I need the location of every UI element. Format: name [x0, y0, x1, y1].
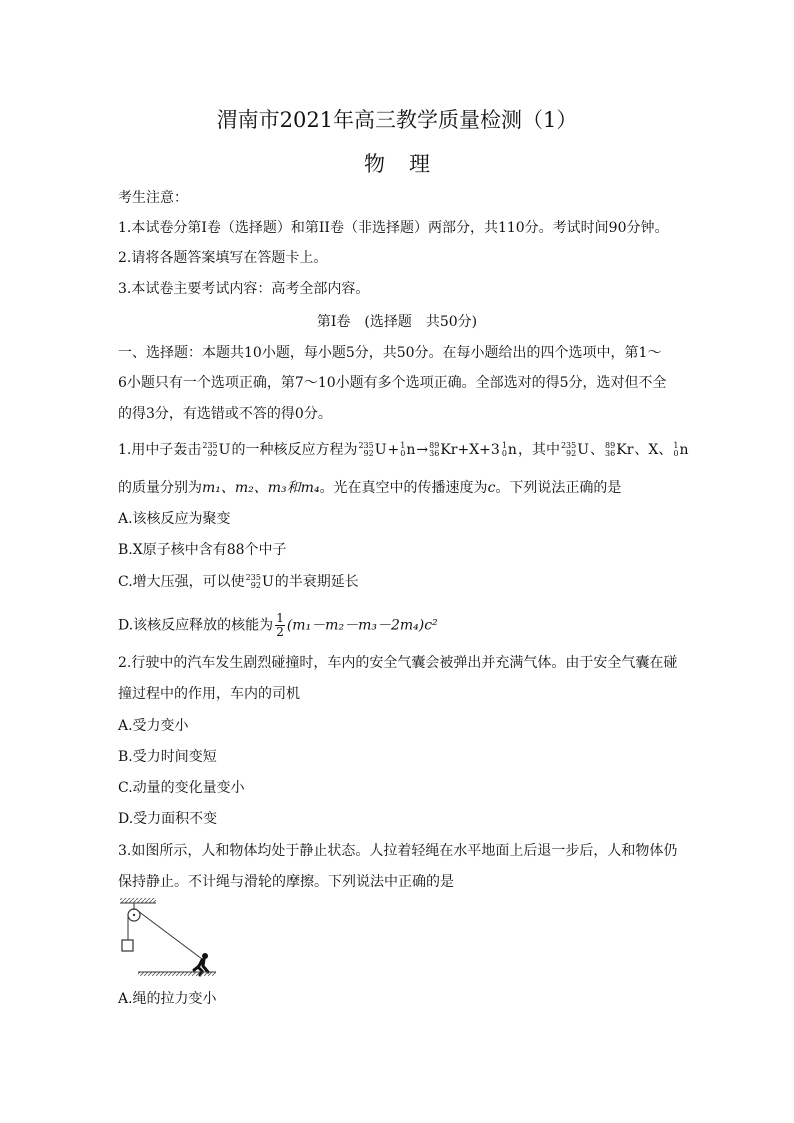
exam-subject: 物理 [364, 152, 454, 176]
q1-option-b: B.X原子核中含有88个中子 [118, 542, 287, 558]
instruction-line-3: 的得3分，有选错或不答的得0分。 [118, 406, 332, 422]
q1-option-c: C.增大压强，可以使 235 92 U 的半衰期延长 [118, 573, 359, 590]
instruction-line-2: 6小题只有一个选项正确，第7～10小题有多个选项正确。全部选对的得5分，选对但不全 [118, 375, 667, 391]
nuclide-u235: 235 92 U [245, 573, 274, 590]
nuclide-kr89: 89 36 Kr [605, 441, 634, 458]
nuclide-neutron: 1 0 n [673, 441, 689, 458]
rope-slanted [138, 911, 202, 959]
instruction-line-1: 一、选择题：本题共10小题，每小题5分，共50分。在每小题给出的四个选项中，第1～ [118, 345, 662, 361]
nuclide-kr89: 89 36 Kr+X+3 [429, 441, 500, 458]
q2-option-a: A.受力变小 [118, 718, 189, 734]
notice-item-3: 3.本试卷主要考试内容：高考全部内容。 [118, 281, 370, 297]
ceiling [120, 898, 156, 903]
exam-title: 渭南市2021年高三教学质量检测（1） [216, 108, 578, 132]
q2-option-b: B.受力时间变短 [118, 749, 217, 765]
q3-stem-line-1: 3.如图所示，人和物体均处于静止状态。人拉着轻绳在水平地面上后退一步后，人和物体仍 [118, 843, 678, 859]
q1-stem-line-2: 的质量分别为m₁、m₂、m₃和m₄。光在真空中的传播速度为c。下列说法正确的是 [118, 480, 622, 496]
q3-stem-line-2: 保持静止。不计绳与滑轮的摩擦。下列说法中正确的是 [118, 874, 454, 890]
q2-stem-line-2: 撞过程中的作用，车内的司机 [118, 686, 300, 702]
q2-option-d: D.受力面积不变 [118, 811, 218, 827]
nuclide-u235: 235 92 U [202, 441, 231, 458]
notice-heading: 考生注意： [118, 190, 188, 206]
notice-item-2: 2.请将各题答案填写在答题卡上。 [118, 250, 328, 266]
pulley-figure [116, 896, 226, 978]
q1-option-d: D.该核反应释放的核能为 $\frac{1}{2}$ (m₁－m₂－m₃－2m₄)c² [118, 611, 438, 639]
part1-heading: 第I卷 (选择题 共50分) [316, 314, 478, 330]
hanging-block [122, 940, 133, 951]
ground [138, 972, 216, 976]
q1-option-a: A.该核反应为聚变 [118, 511, 231, 527]
q3-option-a: A.绳的拉力变小 [118, 991, 217, 1007]
fraction-one-half: $\frac{1}{2}$ [276, 611, 284, 639]
reaction-arrow: → [416, 442, 429, 458]
nuclide-u235: 235 92 U [560, 441, 590, 458]
pulley-axle [133, 914, 135, 916]
nuclide-neutron: 1 0 n [501, 441, 517, 458]
notice-item-1: 1.本试卷分第I卷（选择题）和第II卷（非选择题）两部分，共110分。考试时间90分钟。 [118, 220, 669, 236]
q2-option-c: C.动量的变化量变小 [118, 780, 245, 796]
q2-stem-line-1: 2.行驶中的汽车发生剧烈碰撞时，车内的安全气囊会被弹出并充满气体。由于安全气囊在碰 [118, 655, 678, 671]
q1-stem-line-1: 1.用中子轰击 235 92 U 的一种核反应方程为 235 92 U + 1 0 n → 89 36 Kr+X+3 1 0 n ，其中 235 92 U 、 89 36 Kr 、X、 1 0 n [118, 441, 689, 458]
nuclide-u235: 235 92 U [358, 441, 387, 458]
nuclide-neutron: 1 0 n [400, 441, 416, 458]
